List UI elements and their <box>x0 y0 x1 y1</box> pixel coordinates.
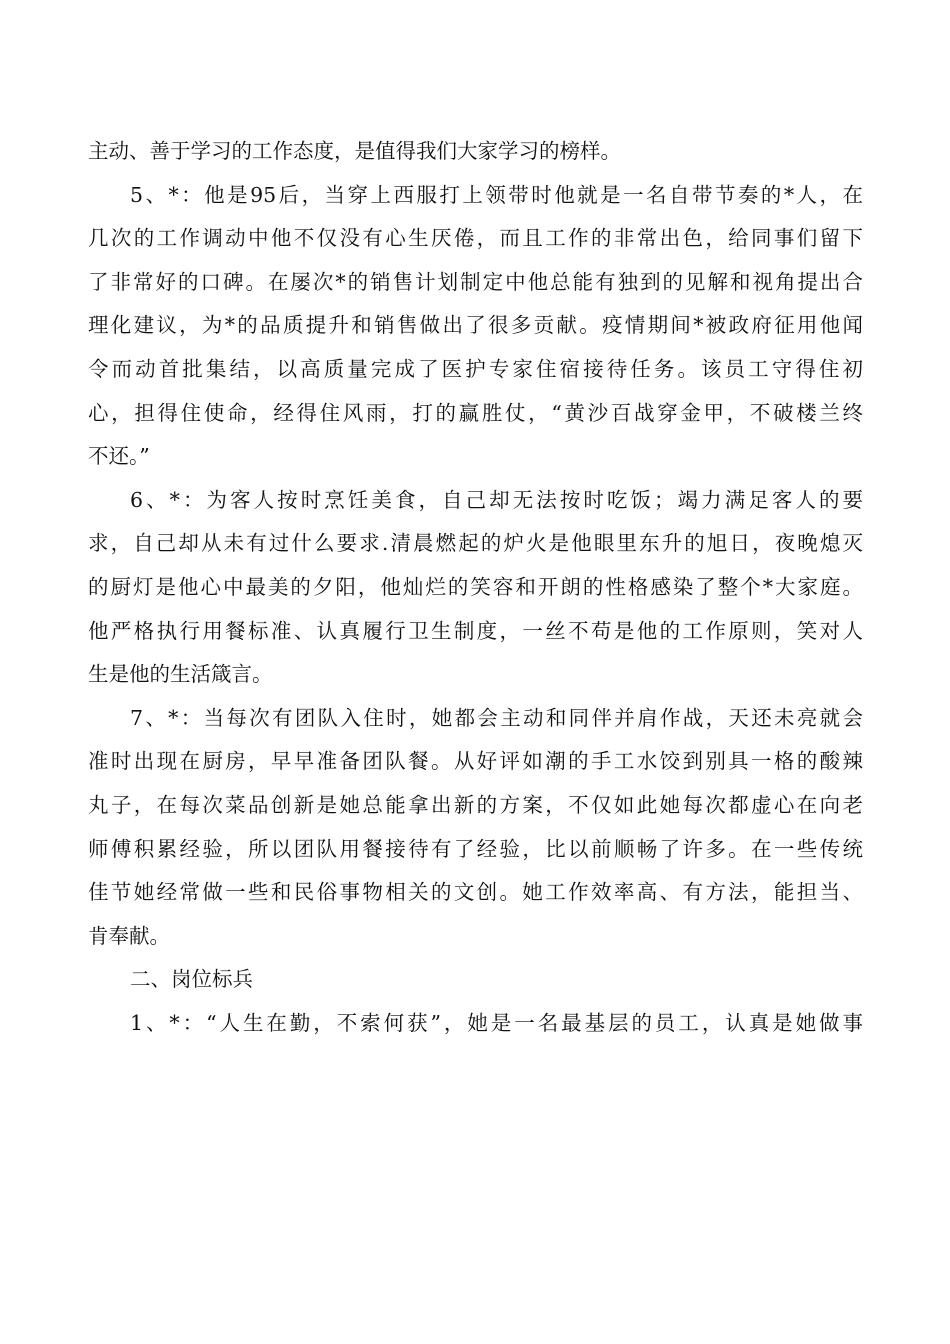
text-line: 不还。” <box>88 444 150 469</box>
text-line: 的厨灯是他心中最美的夕阳，他灿烂的笑容和开朗的性格感染了整个*大家庭。 <box>88 574 863 599</box>
paragraph-intro-end <box>88 130 863 174</box>
text-line: 佳节她经常做一些和民俗事物相关的文创。她工作效率高、有方法，能担当、 <box>88 880 863 905</box>
paragraph-item-7 <box>88 697 863 959</box>
text-line: 生是他的生活箴言。 <box>88 662 273 687</box>
text-line: 准时出现在厨房，早早准备团队餐。从好评如潮的手工水饺到别具一格的酸辣 <box>88 749 863 774</box>
heading-text: 二、岗位标兵 <box>130 967 253 992</box>
text-line: 主动、善于学习的工作态度，是值得我们大家学习的榜样。 <box>88 139 621 163</box>
text-line: 令而动首批集结，以高质量完成了医护专家住宿接待任务。该员工守得住初 <box>88 356 863 381</box>
text-line: 6、*：为客人按时烹饪美食，自己却无法按时吃饭；竭力满足客人的要 <box>130 487 863 512</box>
text-line: 求，自己却从未有过什么要求.清晨燃起的炉火是他眼里东升的旭日，夜晚熄灭 <box>88 531 863 556</box>
text-line: 丸子，在每次菜品创新是她总能拿出新的方案，不仅如此她每次都虚心在向老 <box>88 792 863 817</box>
paragraph-item-6 <box>88 479 863 697</box>
text-line: 肯奉献。 <box>88 923 170 948</box>
text-line: 5、*：他是95后，当穿上西服打上领带时他就是一名自带节奏的*人，在 <box>130 182 863 207</box>
text-line: 了非常好的口碑。在屡次*的销售计划制定中他总能有独到的见解和视角提出合 <box>88 269 863 294</box>
section-heading <box>88 958 863 1002</box>
text-line: 他严格执行用餐标准、认真履行卫生制度，一丝不苟是他的工作原则，笑对人 <box>88 618 863 643</box>
text-line: 师傅积累经验，所以团队用餐接待有了经验，比以前顺畅了许多。在一些传统 <box>88 836 863 861</box>
document-page <box>88 130 863 1045</box>
text-line: 理化建议，为*的品质提升和销售做出了很多贡献。疫情期间*被政府征用他闻 <box>88 313 863 338</box>
paragraph-item-5 <box>88 174 863 479</box>
text-line: 1、*：“人生在勤，不索何获”，她是一名最基层的员工，认真是她做事 <box>130 1010 863 1035</box>
text-line: 7、*：当每次有团队入住时，她都会主动和同伴并肩作战，天还未亮就会 <box>130 705 863 730</box>
paragraph-section2-item-1 <box>88 1002 863 1046</box>
text-line: 心，担得住使命，经得住风雨，打的赢胜仗，“黄沙百战穿金甲，不破楼兰终 <box>88 400 863 425</box>
text-line: 几次的工作调动中他不仅没有心生厌倦，而且工作的非常出色，给同事们留下 <box>88 226 863 251</box>
